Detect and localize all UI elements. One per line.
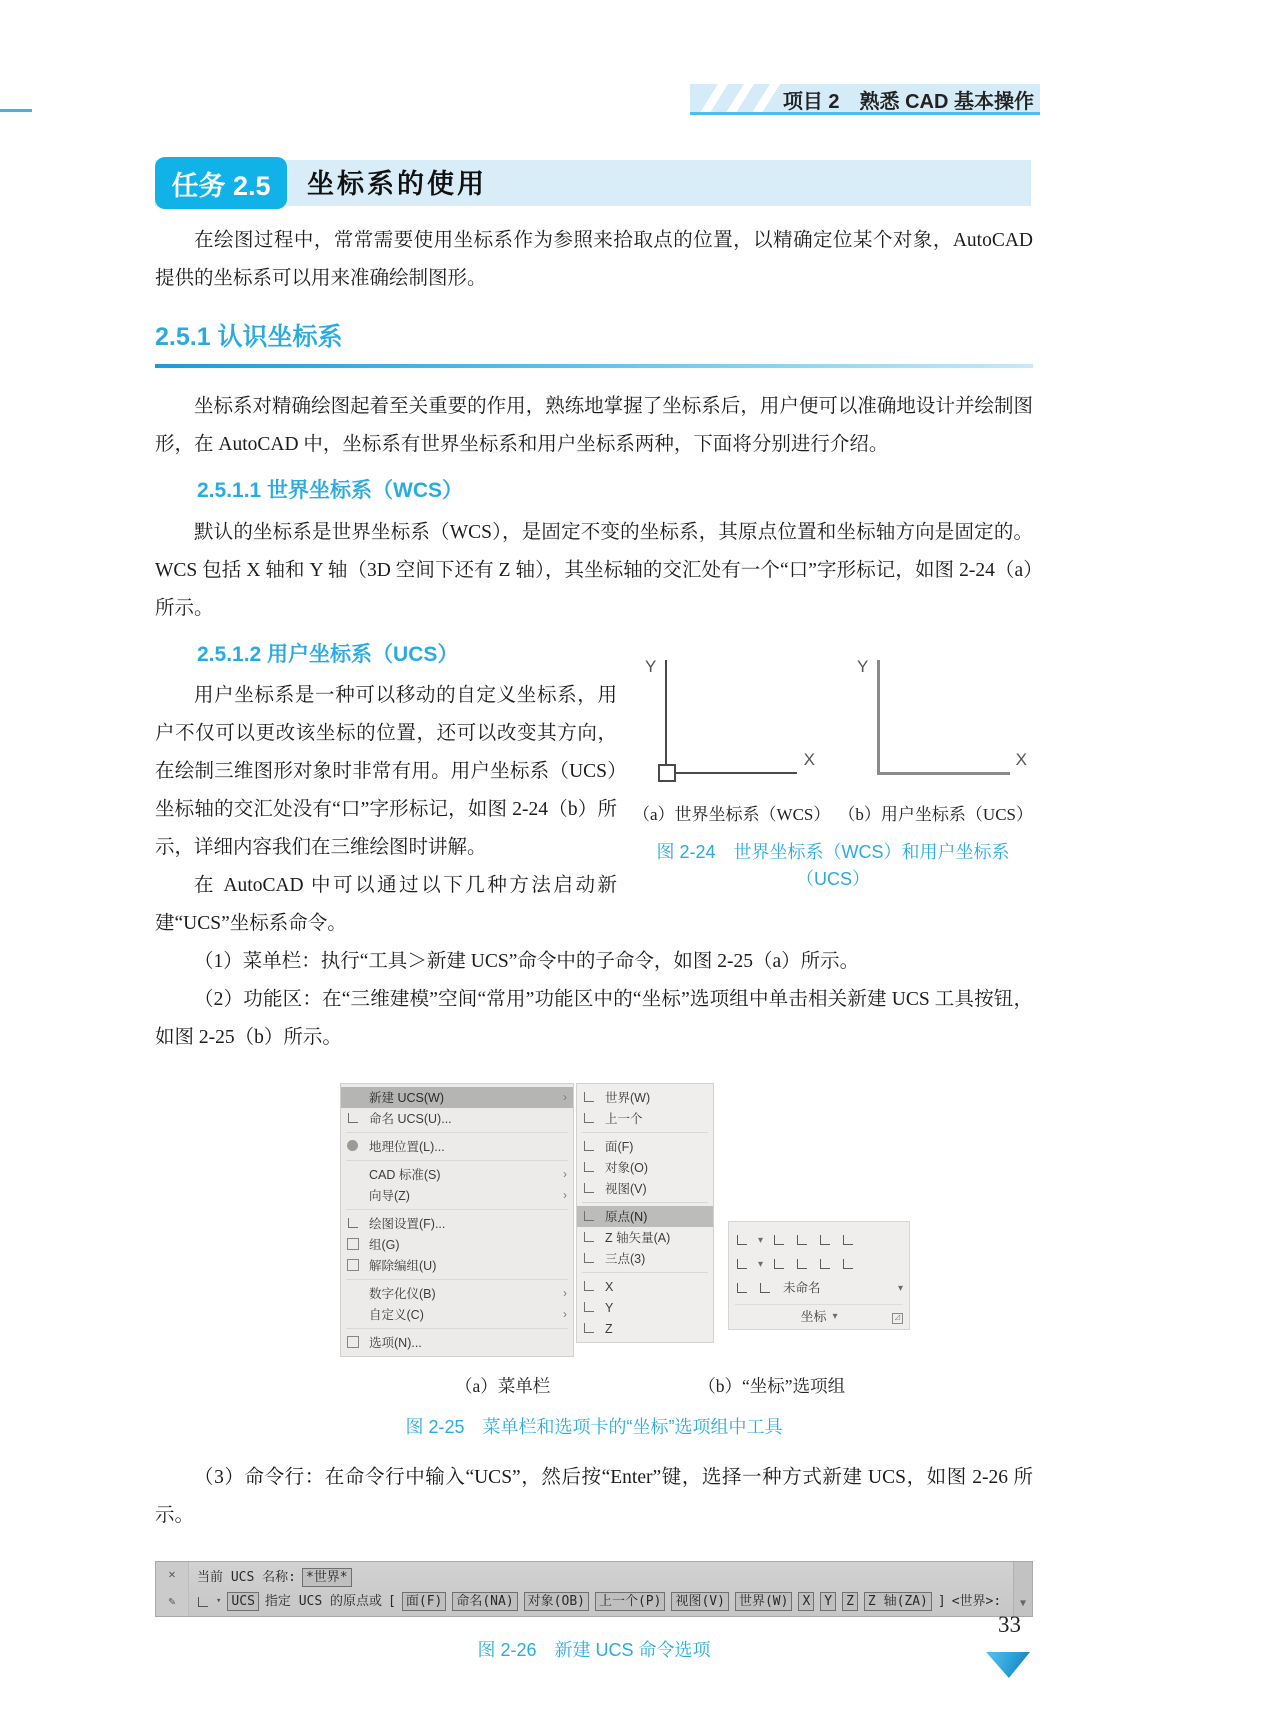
wcs-axis-diagram [637,642,817,792]
command-prompt-line: ▾ UCS 指定 UCS 的原点或 [ 面(F) 命名(NA) 对象(OB) 上一个(P) 视图(V) 世界(W) X Y Z Z 轴(ZA) ] <世界>: [197,1590,1005,1614]
ucs-tool-icon [841,1258,855,1271]
menu-item-options: 选项(N)... [341,1332,573,1353]
submenu-item-x: X [577,1276,713,1297]
dropdown-arrow-icon: ▾ [758,1234,764,1246]
x-axis-label: X [1015,749,1027,769]
previous-ucs-icon [582,1112,597,1125]
task-badge: 任务 2.5 [155,157,287,209]
y-axis-label: Y [857,656,869,676]
section-heading: 2.5.1 认识坐标系 [155,323,343,352]
ucs-tool-icon [735,1258,749,1271]
close-icon: ✕ [168,1567,176,1582]
menu-item-named-ucs: 命名 UCS(U)... [341,1108,573,1129]
menu-separator [346,1279,568,1280]
submenu-item-world: 世界(W) [577,1087,713,1108]
origin-ucs-icon [582,1210,597,1223]
menu-separator [346,1132,568,1133]
pencil-icon: ✎ [168,1594,176,1609]
figure-2-26-command-line [155,1561,1033,1617]
ucs-tool-icon [795,1234,809,1247]
panel-expand-icon: ▾ [832,1310,838,1322]
menu-item-ungroup: 解除编组(U) [341,1255,573,1276]
method-3: （3）命令行：在命令行中输入“UCS”，然后按“Enter”键，选择一种方式新建 UCS，如图 2-26 所示。 [155,1466,1033,1526]
submenu-item-face: 面(F) [577,1136,713,1157]
figure24-caption: 图 2-24 世界坐标系（WCS）和用户坐标系 （UCS） [656,841,1010,889]
menu-separator [582,1202,708,1203]
menu-separator [346,1209,568,1210]
submenu-item-object: 对象(O) [577,1157,713,1178]
menu-item-group: 组(G) [341,1234,573,1255]
dropdown-arrow-icon: ▾ [216,1595,222,1606]
ucs-axes [877,660,1010,775]
submenu-item-zaxis-vector: Z 轴矢量(A) [577,1227,713,1248]
figure-2-24 [633,642,1033,893]
z-axis-vector-icon [582,1231,597,1244]
menu-item-geolocation: 地理位置(L)... [341,1136,573,1157]
dropdown-arrow-icon: ▾ [897,1282,903,1294]
task-title: 坐标系的使用 [307,169,487,199]
ucs-tool-icon [772,1234,786,1247]
submenu-arrow-icon: › [563,1307,567,1322]
submenu-item-z: Z [577,1318,713,1339]
submenu-arrow-icon: › [563,1286,567,1301]
submenu-item-3point: 三点(3) [577,1248,713,1269]
ucs-tool-icon [818,1234,832,1247]
ucs-name-combobox: 未命名 [783,1281,821,1296]
section-rule [155,364,1033,368]
world-ucs-icon [582,1091,597,1104]
z-rotate-icon [582,1322,597,1335]
scrollbar: ▼ [1013,1562,1032,1616]
ucs-paragraph: 用户坐标系是一种可以移动的自定义坐标系，用户不仅可以更改该坐标的位置，还可以改变其方向，在绘制三维图形对象时非常有用。用户坐标系（UCS）坐标轴的交汇处没有“口”字形标记，如图 2-24（b）所示，详细内容我们在三维绘图时讲解。 [155,685,617,859]
figure25-caption: 图 2-25 菜单栏和选项卡的“坐标”选项组中工具 [405,1416,783,1437]
new-ucs-submenu [576,1083,714,1343]
ucs-axis-diagram [849,642,1029,792]
subsection-ucs-heading: 2.5.1.2 用户坐标系（UCS） [197,642,459,666]
page-body [155,222,1033,1664]
submenu-item-y: Y [577,1297,713,1318]
method-1: （1）菜单栏：执行“工具＞新建 UCS”命令中的子命令，如图 2-25（a）所示。 [194,951,860,973]
options-icon [346,1336,361,1349]
menu-item-new-ucs: 新建 UCS(W) › [341,1087,573,1108]
ucs-tool-icon [818,1258,832,1271]
task-banner [155,160,1031,206]
submenu-item-origin: 原点(N) [577,1206,713,1227]
figure-2-25 [340,1083,1033,1357]
coordinates-ribbon-panel [728,1221,910,1330]
methods-intro: 在 AutoCAD 中可以通过以下几种方法启动新建“UCS”坐标系命令。 [155,875,617,935]
submenu-arrow-icon: › [563,1090,567,1105]
ucs-tool-icon [735,1282,749,1295]
tools-menu [340,1083,574,1357]
face-ucs-icon [582,1140,597,1153]
command-history-line: 当前 UCS 名称: *世界* [197,1566,1005,1590]
menu-separator [582,1132,708,1133]
figure26-caption: 图 2-26 新建 UCS 命令选项 [477,1639,711,1660]
menu-item-digitizer: 数字化仪(B) › [341,1283,573,1304]
intro-paragraph: 在绘图过程中，常常需要使用坐标系作为参照来拾取点的位置，以精确定位某个对象，AutoCAD 提供的坐标系可以用来准确绘制图形。 [155,230,1033,290]
chapter-title: 项目 2 熟悉 CAD 基本操作 [782,91,1034,113]
three-point-icon [582,1252,597,1265]
command-token: UCS [227,1592,258,1611]
subsection-wcs-heading: 2.5.1.1 世界坐标系（WCS） [197,479,464,503]
figure25-label-a: （a）菜单栏 [455,1376,551,1397]
ucs-named-icon [758,1282,772,1295]
submenu-item-view: 视图(V) [577,1178,713,1199]
current-ucs-value: *世界* [302,1568,352,1587]
menu-item-drafting-settings: 绘图设置(F)... [341,1213,573,1234]
geo-location-icon [346,1140,361,1153]
x-axis-label: X [803,749,815,769]
ucs-command-icon [197,1596,210,1608]
wcs-paragraph: 默认的坐标系是世界坐标系（WCS），是固定不变的坐标系，其原点位置和坐标轴方向是固定的。WCS 包括 X 轴和 Y 轴（3D 空间下还有 Z 轴），其坐标轴的交汇处有一个“口”字形标记，如图 2-24（a）所示。 [155,521,1033,619]
group-icon [346,1238,361,1251]
dropdown-arrow-icon: ▾ [758,1258,764,1270]
y-rotate-icon [582,1301,597,1314]
menu-separator [346,1160,568,1161]
menu-item-wizard: 向导(Z) › [341,1185,573,1206]
wcs-axes [665,660,797,774]
ungroup-icon [346,1259,361,1272]
figure24-label-a: （a）世界坐标系（WCS） [633,804,831,824]
ucs-tool-icon [735,1234,749,1247]
menu-item-customize: 自定义(C) › [341,1304,573,1325]
x-rotate-icon [582,1280,597,1293]
panel-launcher-icon: ◿ [892,1313,903,1324]
submenu-arrow-icon: › [563,1188,567,1203]
figure25-label-b: （b）“坐标”选项组 [698,1376,846,1397]
ucs-tool-icon [795,1258,809,1271]
left-edge-rule [0,109,32,112]
menu-separator [582,1272,708,1273]
drafting-settings-icon [346,1217,361,1230]
page-footer-arrow [986,1652,1030,1678]
menu-separator [346,1328,568,1329]
running-header [690,84,1040,115]
page-number: 33 [998,1612,1021,1637]
ucs-tool-icon [841,1234,855,1247]
menu-item-cad-standards: CAD 标准(S) › [341,1164,573,1185]
view-ucs-icon [582,1182,597,1195]
y-axis-label: Y [645,656,657,676]
ribbon-panel-label: 坐标 [800,1308,827,1324]
wcs-origin-marker [658,764,676,782]
figure24-label-b: （b）用户坐标系（UCS） [838,804,1033,824]
ucs-tool-icon [772,1258,786,1271]
section-paragraph: 坐标系对精确绘图起着至关重要的作用，熟练地掌握了坐标系后，用户便可以准确地设计并绘制图形，在 AutoCAD 中，坐标系有世界坐标系和用户坐标系两种，下面将分别进行介绍。 [155,396,1033,456]
submenu-item-previous: 上一个 [577,1108,713,1129]
method-2: （2）功能区：在“三维建模”空间“常用”功能区中的“坐标”选项组中单击相关新建 UCS 工具按钮，如图 2-25（b）所示。 [155,989,1033,1049]
object-ucs-icon [582,1161,597,1174]
named-ucs-icon [346,1112,361,1125]
submenu-arrow-icon: › [563,1167,567,1182]
